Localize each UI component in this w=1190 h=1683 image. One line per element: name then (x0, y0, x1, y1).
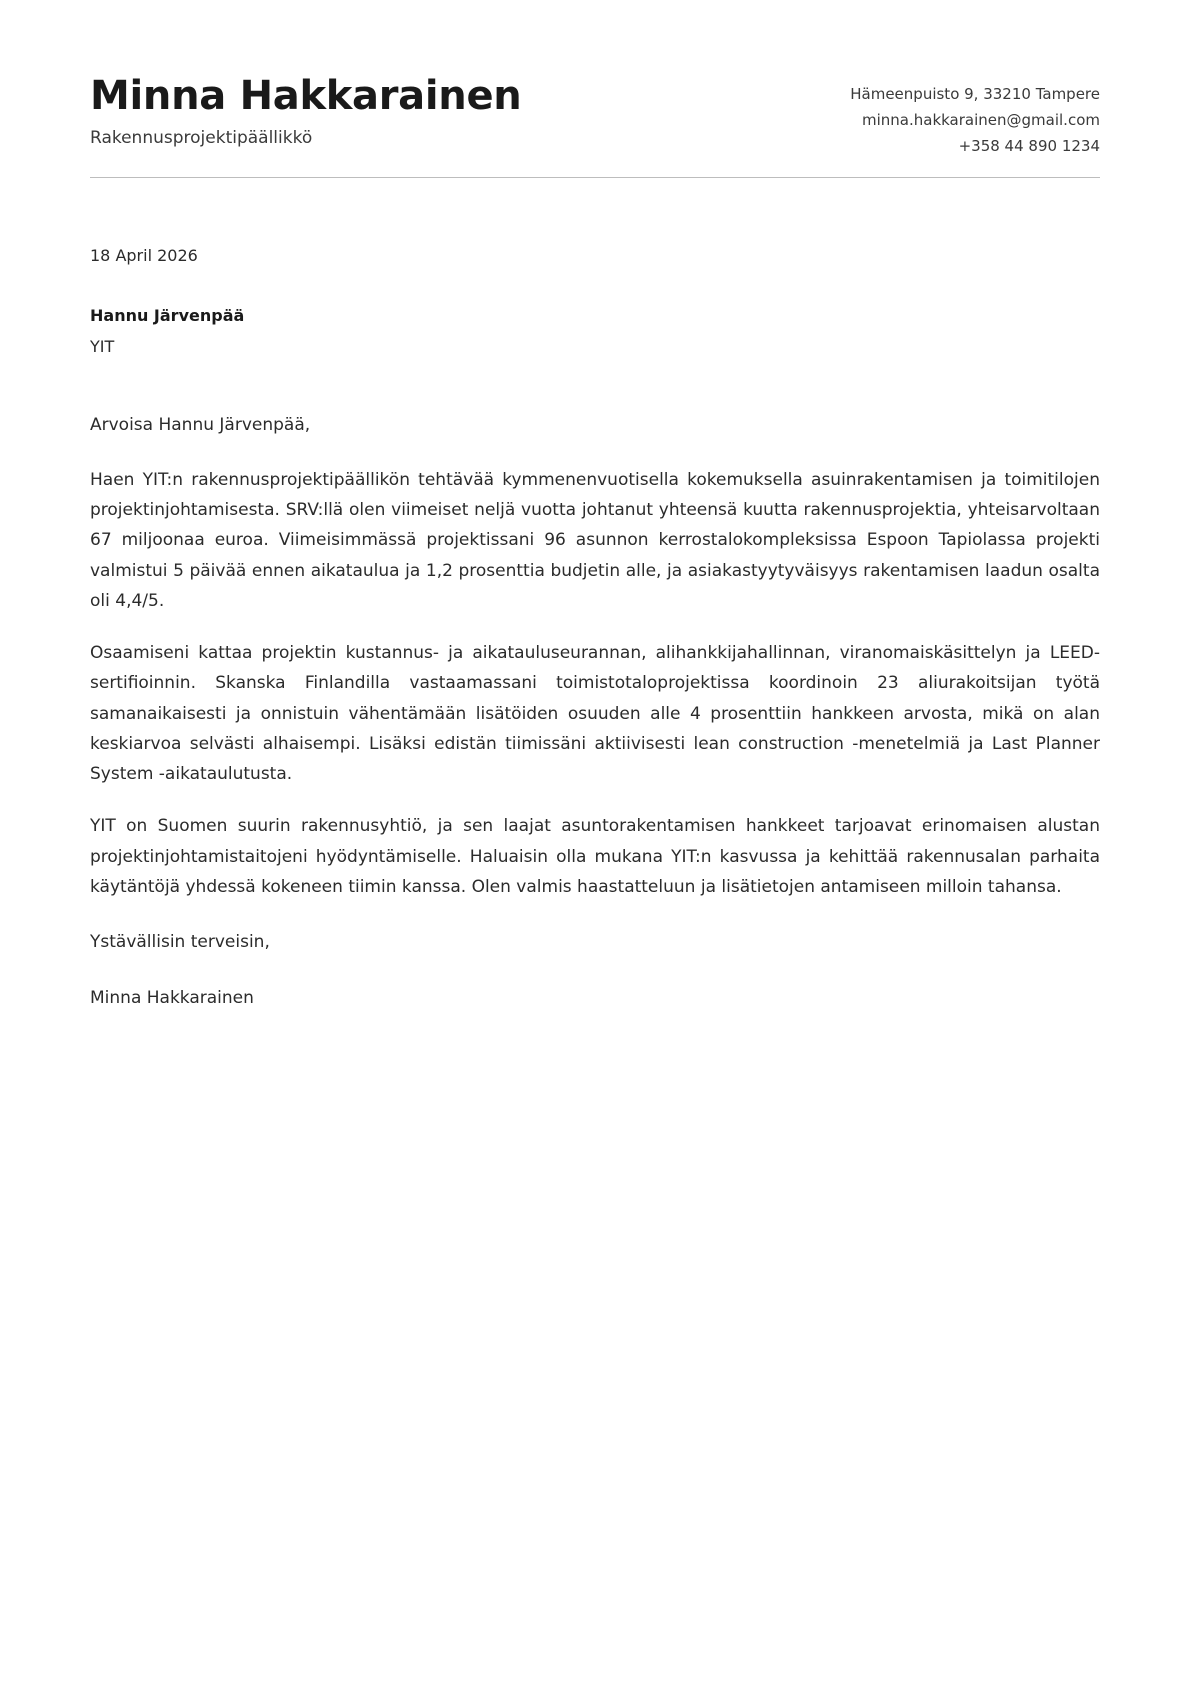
body-paragraph: YIT on Suomen suurin rakennusyhtiö, ja sen laajat asuntorakentamisen hankkeet tarjoavat erinomaisen alustan projektinjohtamistaitojeni hyödyntämiselle. Haluaisin olla mukana YIT:n kasvussa ja kehittää rakennusalan parhaita käytäntöjä yhdessä kokeneen tiimin kanssa. Olen valmis haastatteluun ja lisätietojen antamiseen milloin tahansa. (90, 816, 1100, 897)
sender-name: Minna Hakkarainen (90, 73, 522, 119)
body-paragraph: Osaamiseni kattaa projektin kustannus- ja aikatauluseurannan, alihankkijahallinnan, viranomaiskäsittelyn ja LEED-sertifioinnin. Skanska Finlandilla vastaamassani toimistotaloprojektissa koordinoin 23 aliurakoitsijan työtä samanaikaisesti ja onnistuin vähentämään lisätöiden osuuden alle 4 prosenttiin hankkeen arvosta, mikä on alan keskiarvoa selvästi alhaisempi. Lisäksi edistän tiimissäni aktiivisesti lean construction -menetelmiä ja Last Planner System -aikataulutusta. (90, 643, 1100, 785)
contact-email[interactable]: minna.hakkarainen@gmail.com (862, 110, 1100, 129)
closing-line: Ystävällisin terveisin, (90, 932, 270, 953)
letterhead-header (90, 72, 1100, 177)
letter-body (90, 178, 1100, 1011)
contact-address: Hämeenpuisto 9, 33210 Tampere (850, 85, 1100, 103)
signature-name: Minna Hakkarainen (90, 987, 254, 1008)
identity-block (90, 72, 521, 151)
contact-block (850, 72, 1100, 159)
letter-date: 18 April 2026 (90, 246, 198, 266)
salutation: Arvoisa Hannu Järvenpää, (90, 415, 311, 436)
body-paragraph: Haen YIT:n rakennusprojektipäällikön tehtävää kymmenenvuotisella kokemuksella asuinrakentamisen ja toimitilojen projektinjohtamisesta. SRV:llä olen viimeiset neljä vuotta johtanut yhteensä kuutta rakennusprojektia, yhteisarvoltaan 67 miljoonaa euroa. Viimeisimmässä projektissani 96 asunnon kerrostalokompleksissa Espoon Tapiolassa projekti valmistui 5 päivää ennen aikataulua ja 1,2 prosenttia budjetin alle, ja asiakastyytyväisyys rakentamisen laadun osalta oli 4,4/5. (90, 469, 1100, 611)
recipient-name: Hannu Järvenpää (90, 306, 245, 326)
recipient-company: YIT (90, 337, 115, 357)
contact-phone: +358 44 890 1234 (958, 136, 1100, 155)
sender-job-title: Rakennusprojektipäällikkö (90, 127, 313, 148)
recipient-block (90, 304, 1100, 359)
